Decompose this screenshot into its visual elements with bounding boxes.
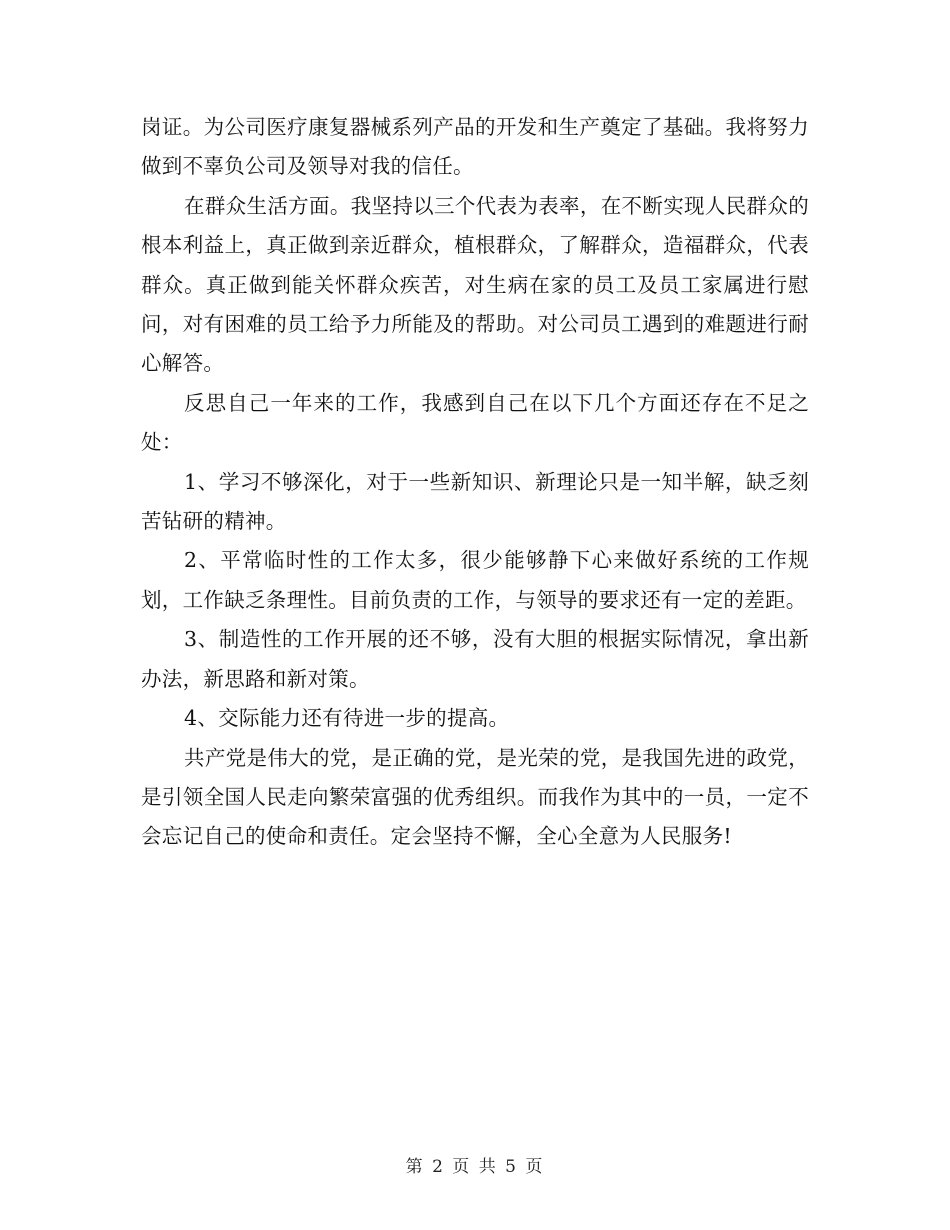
document-body (141, 108, 809, 857)
shortcoming-item-3: 3、制造性的工作开展的还不够，没有大胆的根据实际情况，拿出新办法，新思路和新对策。 (141, 627, 809, 691)
paragraph-continuation: 岗证。为公司医疗康复器械系列产品的开发和生产奠定了基础。我将努力做到不辜负公司及领导对我的信任。 (141, 115, 809, 179)
shortcoming-item-2: 2、平常临时性的工作太多，很少能够静下心来做好系统的工作规划，工作缺乏条理性。目前负责的工作，与领导的要求还有一定的差距。 (141, 548, 809, 612)
shortcoming-item-1: 1、学习不够深化，对于一些新知识、新理论只是一知半解，缺乏刻苦钻研的精神。 (141, 469, 809, 534)
paragraph-conclusion: 共产党是伟大的党，是正确的党，是光荣的党，是我国先进的政党，是引领全国人民走向繁荣富强的优秀组织。而我作为其中的一员，一定不会忘记自己的使命和责任。定会坚持不懈，全心全意为人民服务! (141, 745, 809, 849)
shortcoming-item-4: 4、交际能力还有待进一步的提高。 (184, 706, 510, 731)
page-number-footer: 第 2 页 共 5 页 (405, 1157, 545, 1177)
paragraph-reflection: 反思自己一年来的工作，我感到自己在以下几个方面还存在不足之处： (141, 390, 809, 455)
paragraph-mass-life: 在群众生活方面。我坚持以三个代表为表率，在不断实现人民群众的根本利益上，真正做到亲近群众，植根群众，了解群众，造福群众，代表群众。真正做到能关怀群众疾苦，对生病在家的员工及员工家属进行慰问，对有困难的员工给予力所能及的帮助。对公司员工遇到的难题进行耐心解答。 (141, 193, 809, 376)
